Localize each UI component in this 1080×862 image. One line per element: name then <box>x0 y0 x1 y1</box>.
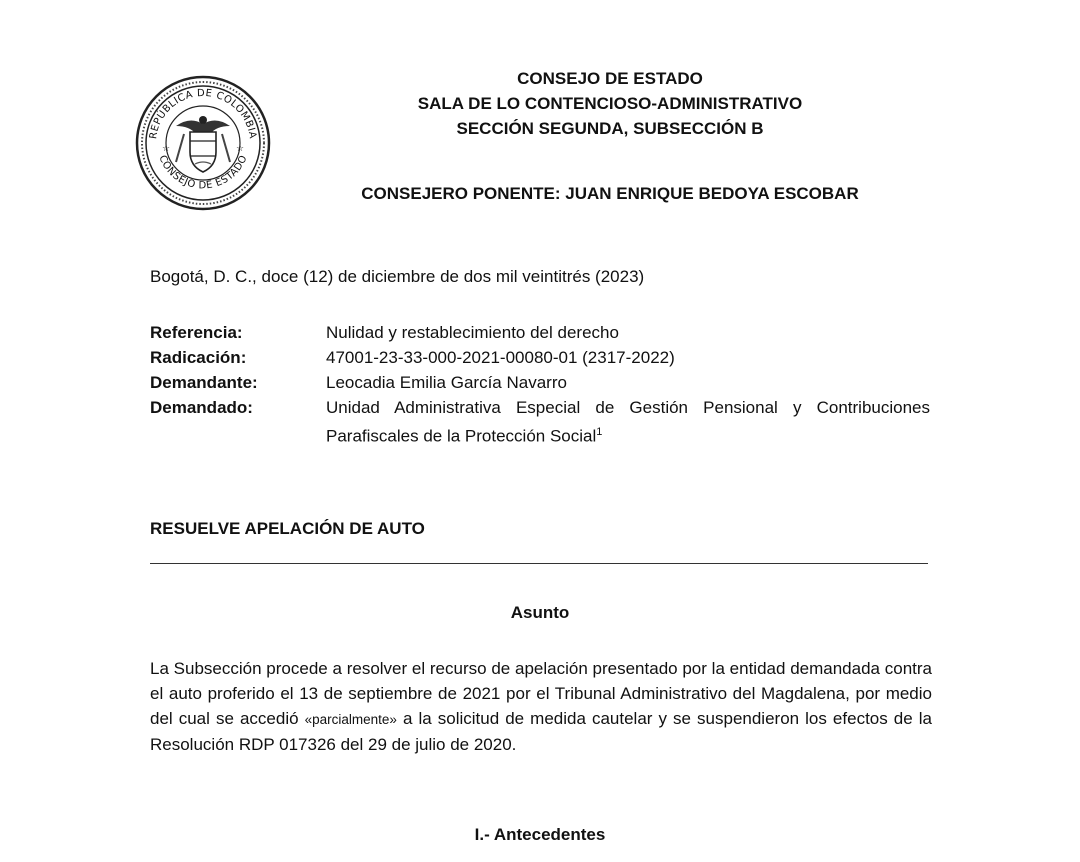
svg-text:REPÚBLICA DE COLOMBIA: REPÚBLICA DE COLOMBIA <box>148 87 258 140</box>
ref-label: Radicación: <box>150 348 247 367</box>
ref-row-demandante <box>150 370 930 395</box>
document-date: Bogotá, D. C., doce (12) de diciembre de dos mil veintitrés (2023) <box>150 267 645 286</box>
svg-text:CONSEJO DE ESTADO: CONSEJO DE ESTADO <box>156 153 250 192</box>
ref-label: Referencia: <box>150 323 243 342</box>
ref-row-demandado <box>150 395 930 449</box>
court-header <box>280 66 940 141</box>
ref-label: Demandante: <box>150 373 258 392</box>
section-heading-asunto: Asunto <box>510 603 570 622</box>
asunto-paragraph <box>150 656 932 757</box>
resolution-heading: RESUELVE APELACIÓN DE AUTO <box>150 519 425 538</box>
footnote-marker[interactable]: 1 <box>596 426 603 438</box>
chamber-name: SALA DE LO CONTENCIOSO-ADMINISTRATIVO <box>417 94 803 113</box>
ref-value <box>326 395 930 449</box>
ref-row-radicacion <box>150 345 930 370</box>
consejero-ponente: CONSEJERO PONENTE: JUAN ENRIQUE BEDOYA ESCOBAR <box>361 184 859 203</box>
ref-value: Leocadia Emilia García Navarro <box>326 373 567 392</box>
paragraph-text: La Subsección procede a resolver el recurso de apelación presentado por la entidad demandada contra el auto proferido el 13 de septiembre de 2021 por el Tribunal Administrativo del Magdalena, por medio del cual se accedió <box>150 659 932 728</box>
ref-row-referencia <box>150 320 930 345</box>
section-name: SECCIÓN SEGUNDA, SUBSECCIÓN B <box>456 119 764 138</box>
ref-value-text: Unidad Administrativa Especial de Gestión Pensional y Contribuciones Parafiscales de la Protección Social <box>326 398 930 446</box>
quoted-term: «parcialmente» <box>304 712 397 727</box>
svg-text:☆: ☆ <box>235 143 245 153</box>
section-heading-antecedentes: I.- Antecedentes <box>474 825 606 844</box>
svg-text:☆: ☆ <box>161 143 171 153</box>
consejo-de-estado-seal <box>134 74 272 212</box>
divider-rule <box>150 563 928 564</box>
court-name: CONSEJO DE ESTADO <box>517 69 703 88</box>
reference-block <box>150 320 930 449</box>
ref-label: Demandado: <box>150 398 253 417</box>
ref-value: Nulidad y restablecimiento del derecho <box>326 323 619 342</box>
ref-value: 47001-23-33-000-2021-00080-01 (2317-2022) <box>326 348 675 367</box>
paragraph-text-continued: a la solicitud de medida cautelar y se suspendieron los efectos de la Resolución RDP 017326 del 29 de julio de 2020. <box>150 709 932 754</box>
